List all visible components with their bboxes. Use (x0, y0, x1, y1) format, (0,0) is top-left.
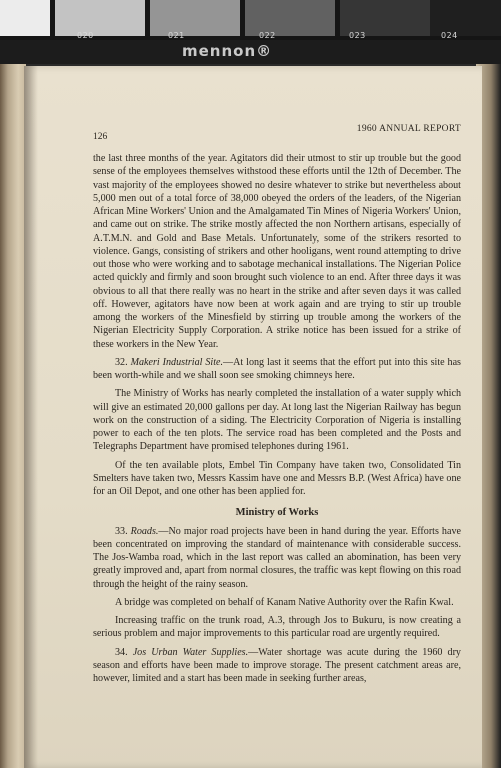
brand-logo: mennon® (182, 42, 273, 60)
gray-swatch (0, 0, 50, 36)
paragraph: The Ministry of Works has nearly completed the installation of a water supply which will give an estimated 20,000 gallons per day. At long last the Nigerian Railway has begun work on the construction of a siding. The Electricity Corporation of Nigeria is installing power to each of the ten plots. The service road has been completed and the Posts and Telegraphs Department have promised telephones during 1961. (93, 388, 461, 453)
paragraph-text: —Water shortage was acute during the 1960 dry season and efforts have been made to improve storage. The present catchment areas are, however, limited and a start has been made in seeking further areas, (93, 646, 461, 684)
swatch-label: 023 (349, 31, 366, 40)
section-number: 32. (115, 356, 128, 368)
gray-swatch (55, 0, 145, 36)
paragraph (93, 525, 461, 591)
section-heading: Ministry of Works (235, 507, 319, 519)
paragraph-title: Jos Urban Water Supplies. (132, 646, 249, 658)
running-head: 1960 ANNUAL REPORT (356, 124, 461, 134)
gray-swatch (150, 0, 240, 36)
paragraph-title: Makeri Industrial Site. (130, 356, 224, 368)
page-header (93, 124, 461, 142)
paragraph: the last three months of the year. Agitators did their utmost to stir up trouble but the good sense of the employees themselves withstood these efforts until the 12th of December. The vast majority of the employees showed no desire whatever to strike but nevertheless about 5,000 men out of a total force of 38,000 obeyed the orders of the leaders, of the Nigerian African Mine Workers' Union and the Amalgamated Tin Mines of Nigeria Workers' Union, and came out on strike. The strike mostly affected the non Northern artisans, especially of A.T.M.N. and Gold and Base Metals. Unfortunately, some of the strikers resorted to violence. Gangs, consisting of strikers and other hooligans, went round attempting to drive out those who were working and to sabotage mechanical installations. The Nigerian Police acted quickly and firmly and soon brought such violence to an end. After three days it was obvious to all that there really was no heart in the strike and after seven days it was called off. However, agitators have now been at work again and are trying to stir up trouble among the workers of the Minesfield by stirring up trouble among the workers of the Nigerian Electricity Supply Corporation. A strike notice has been issued for a strike of these workers in the New Year. (93, 153, 461, 350)
spine-shadow (24, 66, 38, 768)
swatch-label: 024 (441, 31, 458, 40)
paragraph (93, 646, 461, 686)
section-number: 34. (115, 646, 128, 658)
swatch-label: 022 (259, 31, 276, 40)
paragraph: A bridge was completed on behalf of Kanam Native Authority over the Rafin Kwal. (115, 596, 454, 608)
page-body (93, 152, 461, 685)
page-number: 126 (93, 132, 108, 142)
swatch-label: 020 (77, 31, 94, 40)
paragraph: Increasing traffic on the trunk road, A.3, through Jos to Bukuru, is now creating a serious problem and major improvements to this particular road are urgently required. (93, 615, 461, 640)
paragraph-title: Roads. (130, 525, 159, 537)
paragraph-text: —No major road projects have been in hand during the year. Efforts have been concentrated on improving the standard of maintenance with considerable success. The Jos-Wamba road, which in the last report was called an abomination, has been very greatly improved and, apart from normal closures, the traffic was kept flowing on this road through the height of the rainy season. (93, 525, 461, 590)
book-page-edges-left (0, 64, 26, 768)
swatch-label: 021 (168, 31, 185, 40)
calibration-strip (0, 0, 501, 44)
section-number: 33. (115, 525, 128, 537)
paragraph (93, 356, 461, 383)
paragraph: Of the ten available plots, Embel Tin Company have taken two, Consolidated Tin Smelters have taken two, Messrs Kassim have one and Messrs B.P. (West Africa) have one for an Oil Depot, and one other has been applied for. (93, 459, 461, 497)
paragraph-text: —At long last it seems that the effort put into this site has been worth-while and we shall soon see smoking chimneys here. (93, 356, 461, 381)
